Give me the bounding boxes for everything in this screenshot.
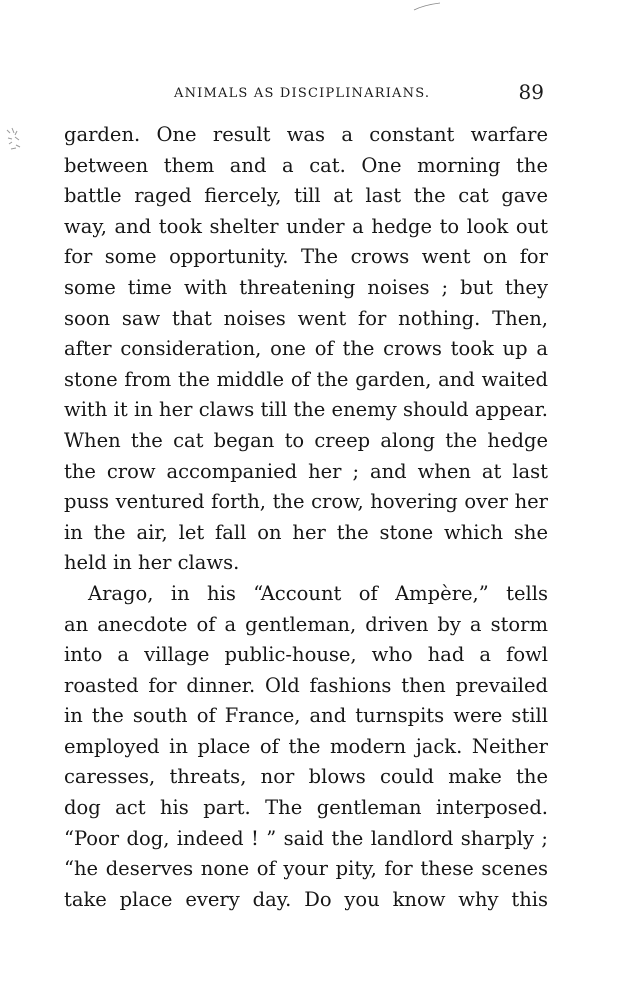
text-line: puss ventured forth, the crow, hovering over her	[64, 490, 548, 514]
text-line-paragraph-start: Arago, in his “Account of Ampère,” tells	[88, 581, 548, 605]
running-title: ANIMALS AS DISCIPLINARIANS.	[174, 86, 431, 101]
text-line: into a village public-house, who had a fowl	[64, 643, 548, 667]
margin-smudge-mark	[3, 126, 25, 152]
text-line: after consideration, one of the crows took up a	[64, 337, 548, 361]
text-line: “Poor dog, indeed ! ” said the landlord sharply ;	[64, 826, 548, 850]
text-line: for some opportunity. The crows went on for	[64, 245, 548, 269]
text-line: take place every day. Do you know why this	[64, 887, 548, 911]
text-line: “he deserves none of your pity, for these scenes	[64, 857, 548, 881]
text-line: with it in her claws till the enemy should appear.	[64, 398, 548, 422]
text-line: between them and a cat. One morning the	[64, 153, 548, 177]
text-line: When the cat began to creep along the hedge	[64, 428, 548, 452]
text-line: in the south of France, and turnspits were still	[64, 704, 548, 728]
page-number: 89	[518, 80, 544, 104]
text-line: an anecdote of a gentleman, driven by a storm	[64, 612, 548, 636]
text-line-paragraph-end: held in her claws.	[64, 551, 240, 575]
text-line: in the air, let fall on her the stone which she	[64, 520, 548, 544]
text-line: the crow accompanied her ; and when at last	[64, 459, 548, 483]
text-line: battle raged fiercely, till at last the cat gave	[64, 184, 548, 208]
text-line: roasted for dinner. Old fashions then prevailed	[64, 673, 548, 697]
text-line: stone from the middle of the garden, and waited	[64, 367, 548, 391]
text-line: way, and took shelter under a hedge to look out	[64, 214, 548, 238]
text-line: garden. One result was a constant warfare	[64, 123, 548, 146]
text-line: some time with threatening noises ; but they	[64, 275, 548, 299]
text-line: dog act his part. The gentleman interposed.	[64, 796, 548, 820]
text-line: soon saw that noises went for nothing. Then,	[64, 306, 548, 330]
ink-speck-mark	[412, 2, 442, 12]
page-header	[64, 82, 548, 104]
body-text	[64, 120, 548, 915]
text-line: caresses, threats, nor blows could make the	[64, 765, 548, 789]
text-line: employed in place of the modern jack. Neither	[64, 734, 548, 758]
